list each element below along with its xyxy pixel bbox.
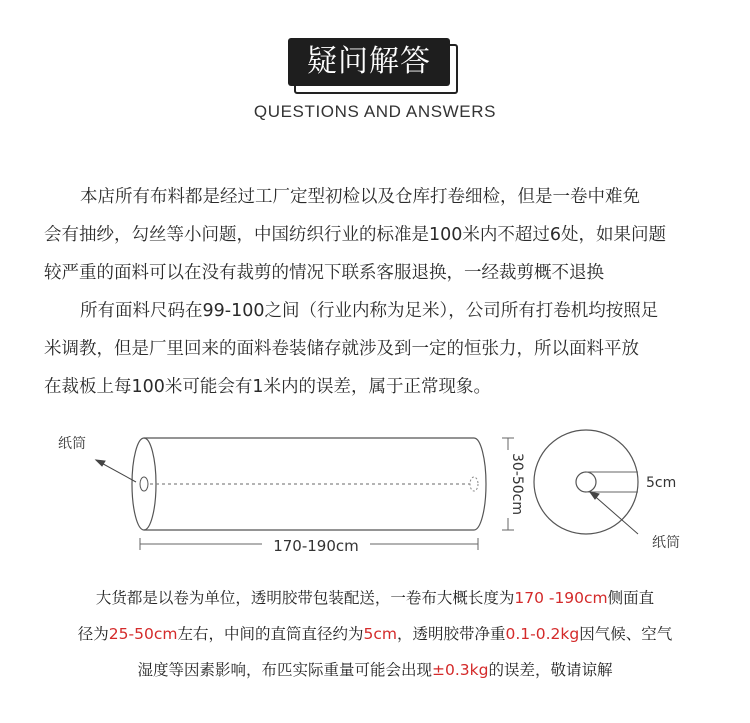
bulk-info-line-2 xyxy=(20,616,730,652)
tube-label-right: 纸筒 xyxy=(652,535,680,551)
bulk-info-line-3 xyxy=(20,652,730,688)
core-highlight: 5cm xyxy=(363,625,397,643)
page-title: 疑问解答 xyxy=(288,38,450,86)
error-highlight: ±0.3kg xyxy=(432,661,489,679)
length-highlight: 170 -190cm xyxy=(514,589,608,607)
paragraph-line: 在裁板上每100米可能会有1米内的误差，属于正常现象。 xyxy=(44,377,492,397)
paragraph-line: 本店所有布料都是经过工厂定型初检以及仓库打卷细检，但是一卷中难免 xyxy=(80,187,640,207)
bulk-text: 左右，中间的直筒直径约为 xyxy=(177,625,364,643)
tube-label-left: 纸筒 xyxy=(58,436,86,452)
paragraph-line: 会有抽纱，勾丝等小问题，中国纺织行业的标准是100米内不超过6处，如果问题 xyxy=(44,225,667,245)
fabric-roll-diagram xyxy=(0,420,750,570)
bulk-info-line-1 xyxy=(20,580,730,616)
bulk-text: 湿度等因素影响，布匹实际重量可能会出现 xyxy=(137,661,433,679)
length-label: 170-190cm xyxy=(273,537,359,555)
roll-end-view xyxy=(534,430,638,534)
paragraph-quality xyxy=(44,178,710,292)
core-hole-left xyxy=(140,477,148,491)
bulk-text: 因气候、空气 xyxy=(579,625,673,643)
core-label: 5cm xyxy=(646,475,677,491)
diameter-label: 30-50cm xyxy=(509,452,525,516)
title-badge xyxy=(288,38,456,92)
paragraph-line: 米调教，但是厂里回来的面料卷装储存就涉及到一定的恒张力，所以面料平放 xyxy=(44,339,639,359)
roll-core-circle xyxy=(576,472,596,492)
bulk-text: 径为 xyxy=(77,625,109,643)
bulk-text: 的误差，敬请谅解 xyxy=(488,661,613,679)
paragraph-line: 所有面料尺码在99-100之间（行业内称为足米），公司所有打卷机均按照足 xyxy=(80,301,659,321)
paragraph-line: 较严重的面料可以在没有裁剪的情况下联系客服退换，一经裁剪概不退换 xyxy=(44,263,604,283)
bulk-text: ，透明胶带净重 xyxy=(396,625,506,643)
diameter-highlight: 25-50cm xyxy=(108,625,178,643)
weight-highlight: 0.1-0.2kg xyxy=(505,625,580,643)
fabric-roll-cylinder xyxy=(132,438,486,530)
tube-pointer-left-arrow xyxy=(96,460,136,482)
bulk-info xyxy=(20,580,730,688)
bulk-text: 大货都是以卷为单位，透明胶带包装配送，一卷布大概长度为 xyxy=(95,589,515,607)
paragraph-measure xyxy=(44,292,710,406)
tube-pointer-right-arrow xyxy=(590,492,638,534)
core-hole-right xyxy=(470,477,478,491)
page-subtitle: QUESTIONS AND ANSWERS xyxy=(253,102,497,121)
bulk-text: 侧面直 xyxy=(607,589,655,607)
